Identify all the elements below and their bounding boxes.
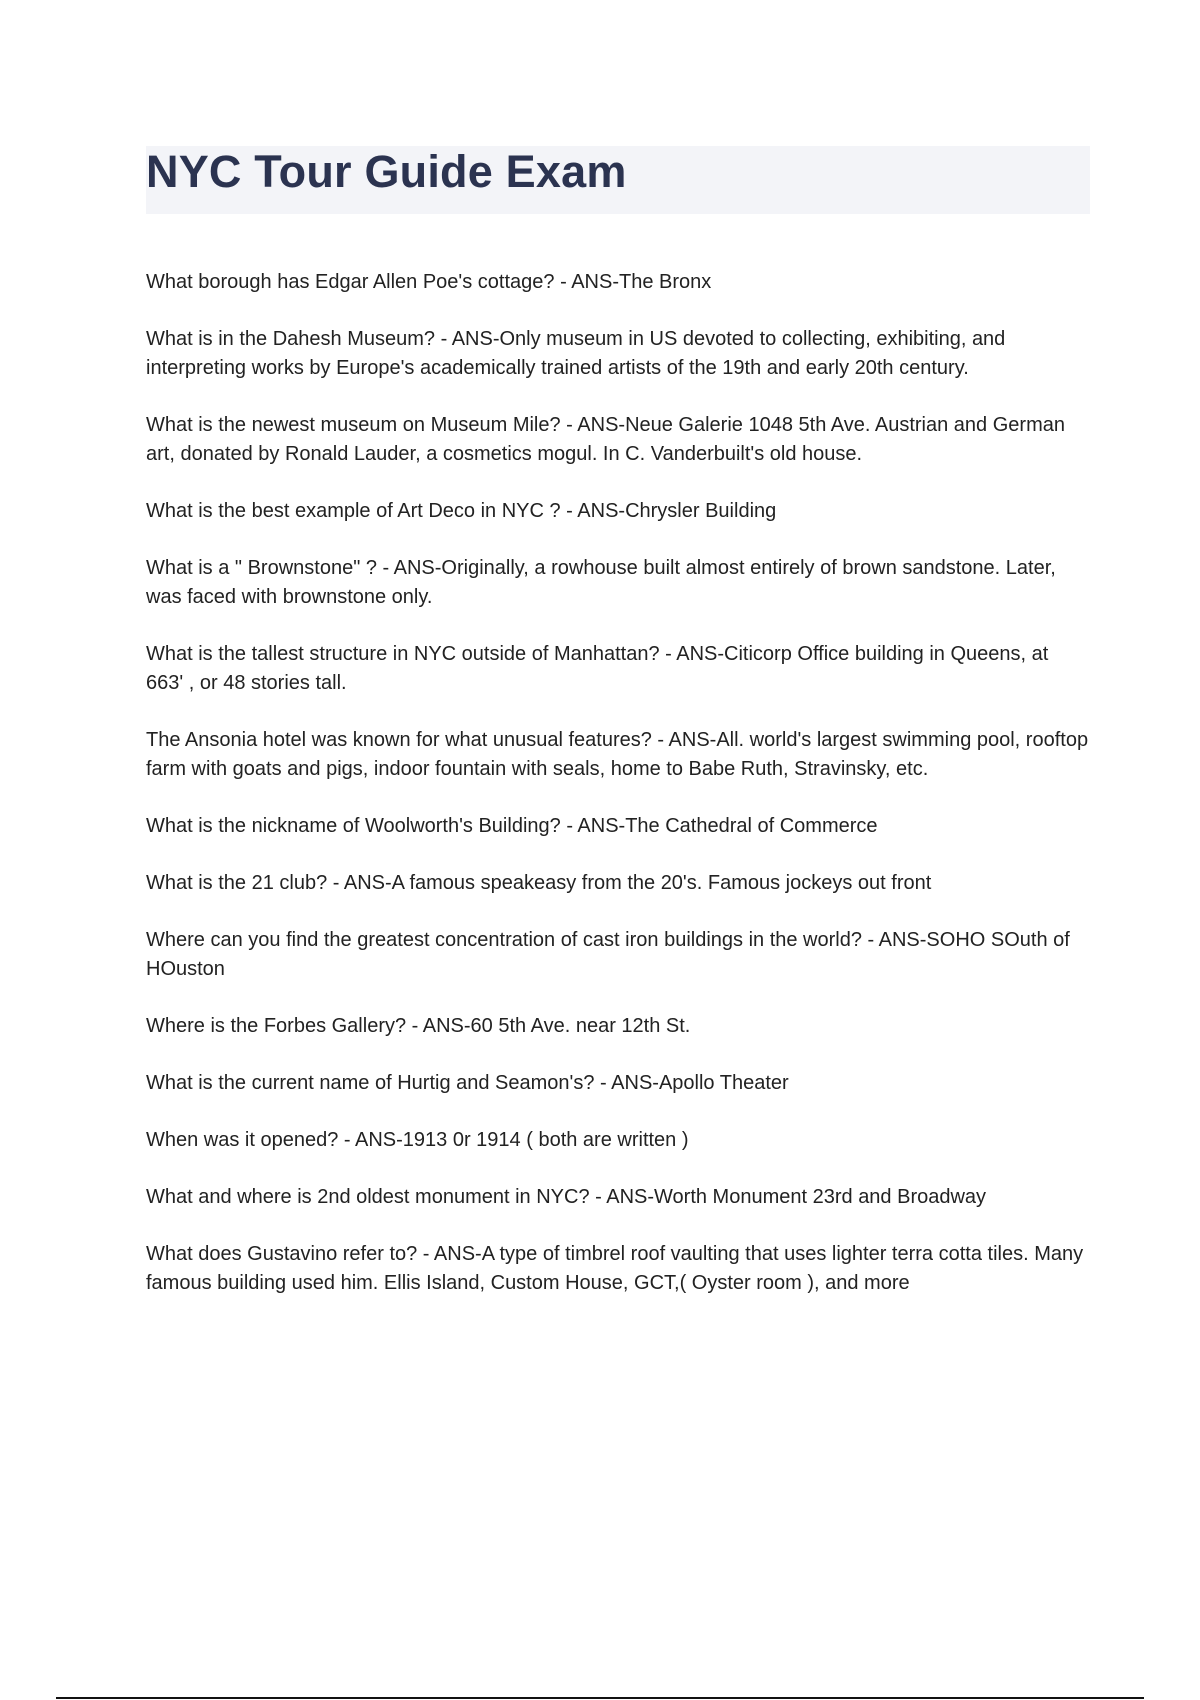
- qa-item: What borough has Edgar Allen Poe's cottage? - ANS-The Bronx: [146, 271, 712, 293]
- qa-item: What is a " Brownstone" ? - ANS-Originally, a rowhouse built almost entirely of brown sandstone. Later, was faced with brownstone only.: [146, 557, 1056, 608]
- qa-list: [146, 268, 1090, 1326]
- qa-item: When was it opened? - ANS-1913 0r 1914 ( both are written ): [146, 1129, 689, 1151]
- qa-item: What is the current name of Hurtig and Seamon's? - ANS-Apollo Theater: [146, 1072, 789, 1094]
- page-title: NYC Tour Guide Exam: [146, 146, 627, 197]
- qa-item: What is in the Dahesh Museum? - ANS-Only museum in US devoted to collecting, exhibiting, and interpreting works by Europe's academically trained artists of the 19th and early 20th century.: [146, 328, 1006, 379]
- footer-divider: [56, 1697, 1144, 1699]
- qa-item: What does Gustavino refer to? - ANS-A type of timbrel roof vaulting that uses lighter terra cotta tiles. Many famous building used him. Ellis Island, Custom House, GCT,( Oyster room ), and more: [146, 1243, 1084, 1294]
- qa-item: Where can you find the greatest concentration of cast iron buildings in the world? - ANS-SOHO SOuth of HOuston: [146, 929, 1070, 980]
- qa-item: What and where is 2nd oldest monument in NYC? - ANS-Worth Monument 23rd and Broadway: [146, 1186, 987, 1208]
- qa-item: What is the nickname of Woolworth's Building? - ANS-The Cathedral of Commerce: [146, 815, 878, 837]
- qa-item: What is the best example of Art Deco in NYC ? - ANS-Chrysler Building: [146, 500, 777, 522]
- qa-item: What is the newest museum on Museum Mile? - ANS-Neue Galerie 1048 5th Ave. Austrian and German art, donated by Ronald Lauder, a cosmetics mogul. In C. Vanderbuilt's old house.: [146, 414, 1065, 465]
- qa-item: What is the 21 club? - ANS-A famous speakeasy from the 20's. Famous jockeys out front: [146, 872, 932, 894]
- qa-item: The Ansonia hotel was known for what unusual features? - ANS-All. world's largest swimming pool, rooftop farm with goats and pigs, indoor fountain with seals, home to Babe Ruth, Stravinsky, etc.: [146, 729, 1089, 780]
- qa-item: Where is the Forbes Gallery? - ANS-60 5th Ave. near 12th St.: [146, 1015, 691, 1037]
- qa-item: What is the tallest structure in NYC outside of Manhattan? - ANS-Citicorp Office building in Queens, at 663' , or 48 stories tall.: [146, 643, 1049, 694]
